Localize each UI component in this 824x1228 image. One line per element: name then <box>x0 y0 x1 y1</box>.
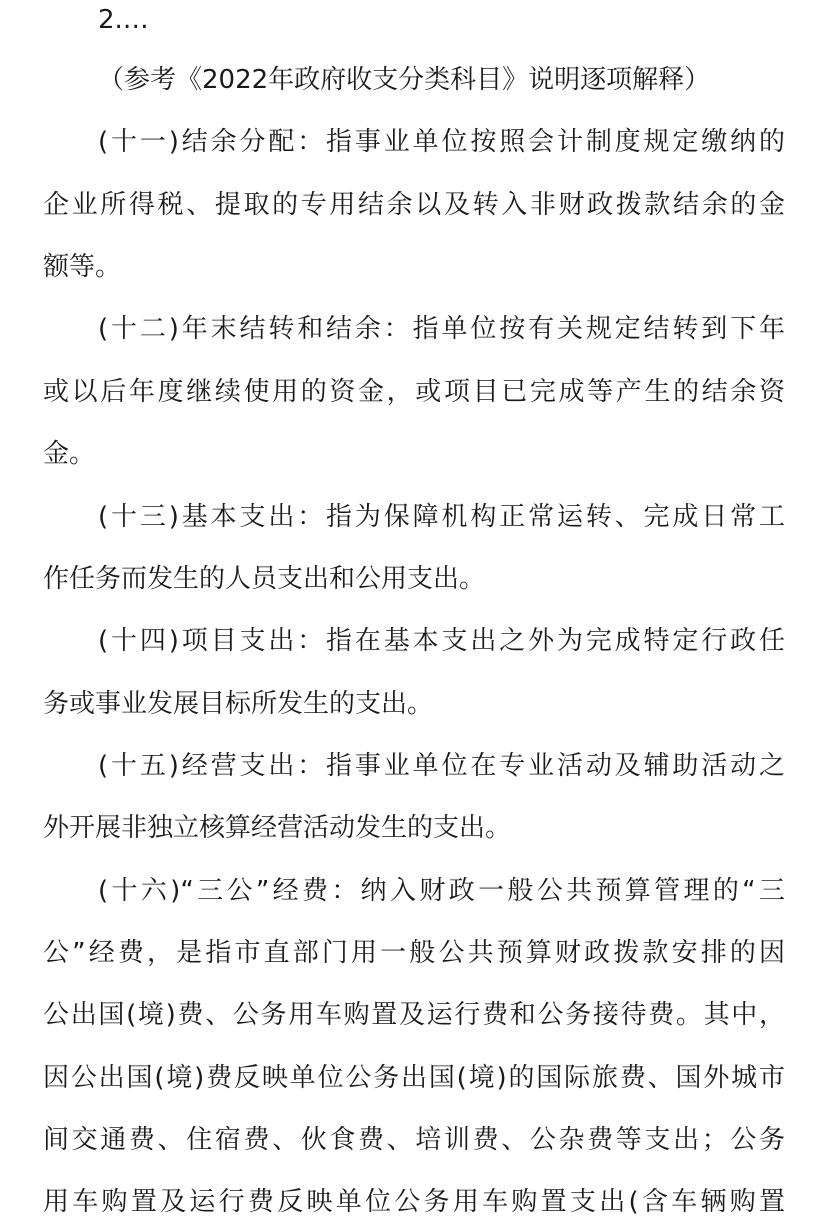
paragraph-11-line-2: 企业所得税、提取的专用结余以及转入非财政拨款结余的金 <box>43 190 785 220</box>
paragraph-16-line-6: 用车购置及运行费反映单位公务用车购置支出(含车辆购置 <box>43 1187 785 1217</box>
paragraph-12-line-3: 金。 <box>43 439 96 469</box>
paragraph-16-line-3: 公出国(境)费、公务用车购置及运行费和公务接待费。其中， <box>43 1000 785 1030</box>
paragraph-12-line-1: (十二)年末结转和结余：指单位按有关规定结转到下年 <box>98 314 785 344</box>
paragraph-11-line-1: (十一)结余分配：指事业单位按照会计制度规定缴纳的 <box>98 127 785 157</box>
paragraph-16-line-1: (十六)“三公”经费：纳入财政一般公共预算管理的“三 <box>98 876 785 906</box>
paragraph-13-line-1: (十三)基本支出：指为保障机构正常运转、完成日常工 <box>98 502 785 532</box>
paragraph-13-line-2: 作任务而发生的人员支出和公用支出。 <box>43 564 486 594</box>
paragraph-16-line-2: 公”经费，是指市直部门用一般公共预算财政拨款安排的因 <box>43 938 785 968</box>
paragraph-15-line-1: (十五)经营支出：指事业单位在专业活动及辅助活动之 <box>98 751 785 781</box>
paragraph-14-line-2: 务或事业发展目标所发生的支出。 <box>43 689 434 719</box>
paragraph-15-line-2: 外开展非独立核算经营活动发生的支出。 <box>43 813 512 843</box>
section-number: 2.… <box>98 5 149 35</box>
paragraph-16-line-5: 间交通费、住宿费、伙食费、培训费、公杂费等支出；公务 <box>43 1125 785 1155</box>
paragraph-11-line-3: 额等。 <box>43 252 122 282</box>
reference-note: （参考《2022年政府收支分类科目》说明逐项解释） <box>98 65 711 95</box>
paragraph-12-line-2: 或以后年度继续使用的资金，或项目已完成等产生的结余资 <box>43 377 785 407</box>
paragraph-16-line-4: 因公出国(境)费反映单位公务出国(境)的国际旅费、国外城市 <box>43 1063 785 1093</box>
paragraph-14-line-1: (十四)项目支出：指在基本支出之外为完成特定行政任 <box>98 626 785 656</box>
